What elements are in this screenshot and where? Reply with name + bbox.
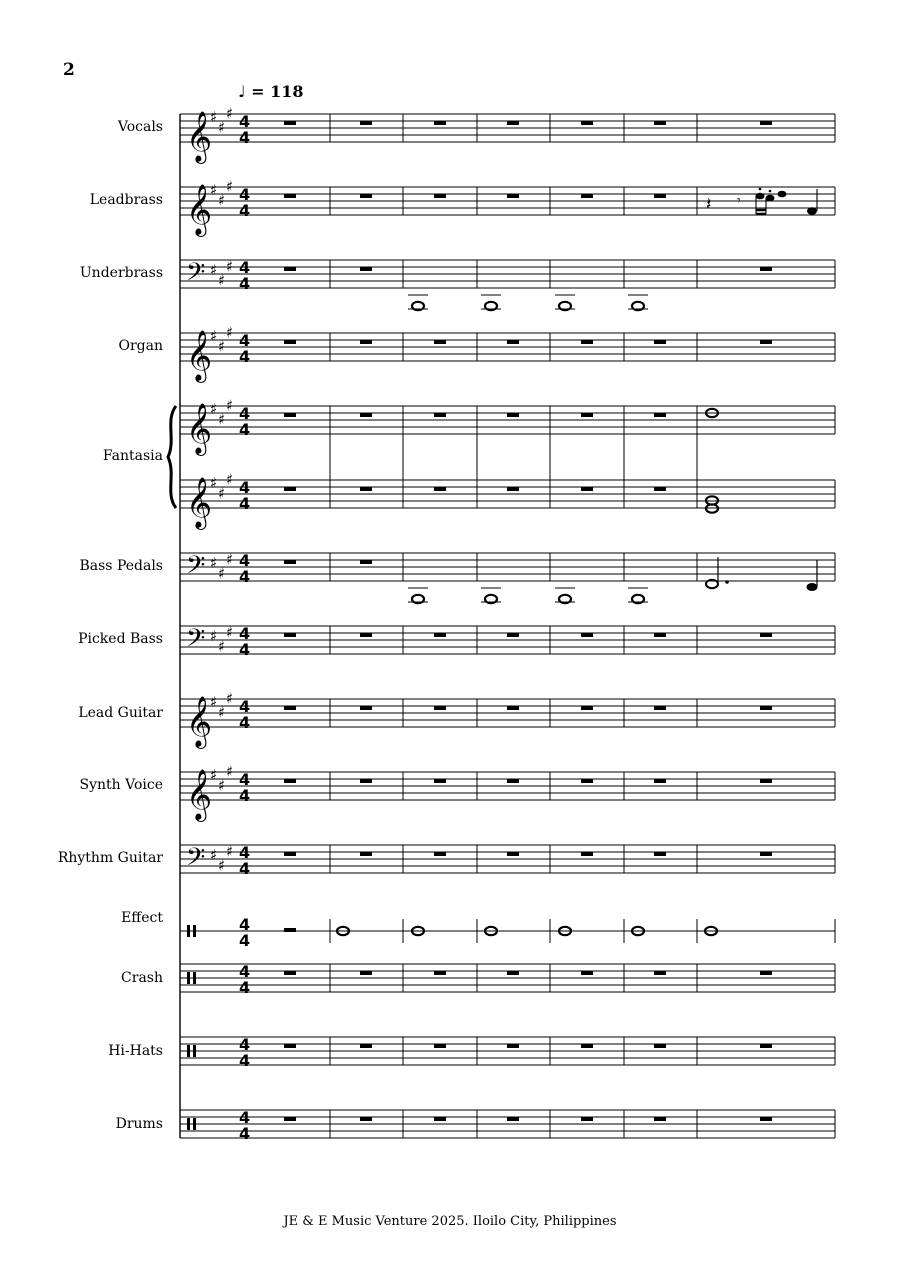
sharp-accidental-icon: ♯ xyxy=(218,118,226,137)
treble-clef-icon: 𝄞 xyxy=(186,184,213,235)
treble-clef-icon: 𝄞 xyxy=(186,111,213,162)
whole-rest-icon xyxy=(760,340,772,344)
whole-rest-icon xyxy=(284,779,296,783)
whole-rest-icon xyxy=(507,194,519,198)
whole-rest-icon xyxy=(284,413,296,417)
whole-rest-icon xyxy=(360,1044,372,1048)
whole-rest-icon xyxy=(654,413,666,417)
time-signature-lower: 4 xyxy=(239,931,251,950)
sharp-accidental-icon: ♯ xyxy=(210,693,218,711)
whole-rest-icon xyxy=(360,633,372,637)
whole-rest-icon xyxy=(654,706,666,710)
sharp-accidental-icon: ♯ xyxy=(210,554,218,572)
instrument-label-underbrass: Underbrass xyxy=(79,265,163,281)
sharp-accidental-icon: ♯ xyxy=(218,637,226,656)
whole-rest-icon xyxy=(360,706,372,710)
treble-clef-icon: 𝄞 xyxy=(186,330,213,381)
instrument-label-crash: Crash xyxy=(121,970,163,986)
whole-rest-icon xyxy=(760,971,772,975)
whole-rest-icon xyxy=(507,971,519,975)
sharp-accidental-icon: ♯ xyxy=(218,564,226,583)
whole-rest-icon xyxy=(654,487,666,491)
quarter-rest-icon: 𝄽 xyxy=(706,194,712,215)
whole-rest-icon xyxy=(434,487,446,491)
time-signature-lower: 4 xyxy=(239,1124,251,1143)
whole-rest-icon xyxy=(507,1044,519,1048)
time-signature-upper: 4 xyxy=(239,962,251,981)
whole-rest-icon xyxy=(360,852,372,856)
whole-rest-icon xyxy=(434,633,446,637)
time-signature-lower: 4 xyxy=(239,978,251,997)
time-signature-upper: 4 xyxy=(239,478,251,497)
sharp-accidental-icon: ♯ xyxy=(210,474,218,492)
percussion-clef-icon xyxy=(187,1045,190,1057)
whole-rest-icon xyxy=(284,340,296,344)
bass-clef-icon: 𝄢 xyxy=(186,843,206,878)
sharp-accidental-icon: ♯ xyxy=(226,177,234,196)
staccato-dot xyxy=(769,190,772,193)
sharp-accidental-icon: ♯ xyxy=(218,703,226,722)
whole-rest-icon xyxy=(654,121,666,125)
sharp-accidental-icon: ♯ xyxy=(218,776,226,795)
eighth-rest-icon: 𝄾 xyxy=(737,193,741,209)
whole-rest-icon xyxy=(507,487,519,491)
whole-rest-icon xyxy=(760,121,772,125)
whole-rest-icon xyxy=(360,267,372,271)
bass-clef-icon: 𝄢 xyxy=(186,624,206,659)
whole-rest-icon xyxy=(654,971,666,975)
whole-rest-icon xyxy=(507,121,519,125)
whole-rest-icon xyxy=(360,413,372,417)
whole-rest-icon xyxy=(284,971,296,975)
whole-rest-icon xyxy=(654,1117,666,1121)
time-signature-lower: 4 xyxy=(239,128,251,147)
sharp-accidental-icon: ♯ xyxy=(218,856,226,875)
time-signature-upper: 4 xyxy=(239,624,251,643)
instrument-label-lead-guitar: Lead Guitar xyxy=(78,705,163,721)
whole-rest-icon xyxy=(507,340,519,344)
page-number: 2 xyxy=(63,60,75,80)
time-signature-upper: 4 xyxy=(239,770,251,789)
instrument-label-bass-pedals: Bass Pedals xyxy=(79,558,163,574)
instrument-label-rhythm-guitar: Rhythm Guitar xyxy=(57,850,163,866)
whole-rest-icon xyxy=(284,1044,296,1048)
sharp-accidental-icon: ♯ xyxy=(226,623,234,642)
whole-rest-icon xyxy=(360,971,372,975)
whole-rest-icon xyxy=(507,1117,519,1121)
whole-rest-icon xyxy=(284,560,296,564)
sharp-accidental-icon: ♯ xyxy=(226,550,234,569)
whole-rest-icon xyxy=(360,487,372,491)
whole-rest-icon xyxy=(654,852,666,856)
whole-rest-icon xyxy=(654,194,666,198)
time-signature-lower: 4 xyxy=(239,420,251,439)
time-signature-lower: 4 xyxy=(239,713,251,732)
whole-rest-icon xyxy=(360,1117,372,1121)
whole-rest-icon xyxy=(760,267,772,271)
whole-rest-icon xyxy=(581,413,593,417)
instrument-label-vocals: Vocals xyxy=(117,119,163,135)
whole-rest-icon xyxy=(284,928,296,932)
sharp-accidental-icon: ♯ xyxy=(210,627,218,645)
percussion-clef-icon xyxy=(193,1118,196,1130)
instrument-label-synth-voice: Synth Voice xyxy=(79,777,163,793)
time-signature-lower: 4 xyxy=(239,274,251,293)
time-signature-lower: 4 xyxy=(239,494,251,513)
whole-rest-icon xyxy=(434,852,446,856)
sharp-accidental-icon: ♯ xyxy=(210,400,218,418)
time-signature-lower: 4 xyxy=(239,786,251,805)
instrument-label-organ: Organ xyxy=(118,338,163,354)
whole-rest-icon xyxy=(434,706,446,710)
whole-rest-icon xyxy=(760,633,772,637)
whole-rest-icon xyxy=(581,340,593,344)
instrument-label-hi-hats: Hi-Hats xyxy=(108,1043,163,1059)
whole-rest-icon xyxy=(284,633,296,637)
time-signature-upper: 4 xyxy=(239,843,251,862)
whole-rest-icon xyxy=(434,121,446,125)
whole-rest-icon xyxy=(507,413,519,417)
whole-rest-icon xyxy=(507,779,519,783)
brace-icon xyxy=(168,406,176,508)
bass-clef-icon: 𝄢 xyxy=(186,258,206,293)
time-signature-upper: 4 xyxy=(239,697,251,716)
sharp-accidental-icon: ♯ xyxy=(226,842,234,861)
whole-rest-icon xyxy=(581,121,593,125)
whole-rest-icon xyxy=(360,194,372,198)
time-signature-upper: 4 xyxy=(239,404,251,423)
time-signature-lower: 4 xyxy=(239,201,251,220)
time-signature-upper: 4 xyxy=(239,551,251,570)
sharp-accidental-icon: ♯ xyxy=(226,762,234,781)
augmentation-dot xyxy=(725,580,729,584)
instrument-label-drums: Drums xyxy=(115,1116,163,1132)
time-signature-upper: 4 xyxy=(239,1035,251,1054)
quarter-note-icon xyxy=(807,207,817,215)
whole-rest-icon xyxy=(654,1044,666,1048)
sharp-accidental-icon: ♯ xyxy=(218,191,226,210)
sharp-accidental-icon: ♯ xyxy=(210,846,218,864)
whole-rest-icon xyxy=(284,487,296,491)
whole-rest-icon xyxy=(284,852,296,856)
treble-clef-icon: 𝄞 xyxy=(186,769,213,820)
time-signature-upper: 4 xyxy=(239,331,251,350)
sharp-accidental-icon: ♯ xyxy=(218,337,226,356)
whole-rest-icon xyxy=(581,1117,593,1121)
whole-rest-icon xyxy=(360,779,372,783)
whole-rest-icon xyxy=(434,971,446,975)
whole-rest-icon xyxy=(507,633,519,637)
percussion-clef-icon xyxy=(193,1045,196,1057)
sharp-accidental-icon: ♯ xyxy=(226,257,234,276)
time-signature-lower: 4 xyxy=(239,567,251,586)
percussion-clef-icon xyxy=(187,972,190,984)
percussion-clef-icon xyxy=(187,925,190,937)
whole-rest-icon xyxy=(760,852,772,856)
sixteenth-note-icon xyxy=(756,193,765,200)
whole-rest-icon xyxy=(760,779,772,783)
whole-rest-icon xyxy=(434,1044,446,1048)
time-signature-lower: 4 xyxy=(239,859,251,878)
time-signature-lower: 4 xyxy=(239,1051,251,1070)
eighth-note-icon xyxy=(778,191,787,198)
time-signature-upper: 4 xyxy=(239,185,251,204)
staccato-dot xyxy=(759,188,762,191)
whole-rest-icon xyxy=(360,340,372,344)
whole-rest-icon xyxy=(284,267,296,271)
sharp-accidental-icon: ♯ xyxy=(226,104,234,123)
sharp-accidental-icon: ♯ xyxy=(210,261,218,279)
whole-rest-icon xyxy=(581,487,593,491)
footer-copyright: JE & E Music Venture 2025. Iloilo City, Philippines xyxy=(283,1214,617,1229)
sharp-accidental-icon: ♯ xyxy=(218,410,226,429)
treble-clef-icon: 𝄞 xyxy=(186,403,213,454)
whole-rest-icon xyxy=(284,121,296,125)
instrument-label-picked-bass: Picked Bass xyxy=(78,631,163,647)
percussion-clef-icon xyxy=(187,1118,190,1130)
sharp-accidental-icon: ♯ xyxy=(226,323,234,342)
instrument-label-fantasia: Fantasia xyxy=(102,448,163,464)
whole-rest-icon xyxy=(434,340,446,344)
sixteenth-note-icon xyxy=(766,195,775,202)
time-signature-lower: 4 xyxy=(239,347,251,366)
instrument-label-leadbrass: Leadbrass xyxy=(89,192,163,208)
sharp-accidental-icon: ♯ xyxy=(226,689,234,708)
percussion-clef-icon xyxy=(193,925,196,937)
sharp-accidental-icon: ♯ xyxy=(210,181,218,199)
treble-clef-icon: 𝄞 xyxy=(186,696,213,747)
sharp-accidental-icon: ♯ xyxy=(210,108,218,126)
instrument-label-effect: Effect xyxy=(121,910,163,926)
whole-rest-icon xyxy=(434,413,446,417)
sharp-accidental-icon: ♯ xyxy=(218,271,226,290)
whole-rest-icon xyxy=(360,121,372,125)
whole-rest-icon xyxy=(434,194,446,198)
time-signature-upper: 4 xyxy=(239,112,251,131)
whole-rest-icon xyxy=(581,1044,593,1048)
sharp-accidental-icon: ♯ xyxy=(226,470,234,489)
whole-rest-icon xyxy=(760,1044,772,1048)
quarter-note-icon: ♩ xyxy=(238,82,246,101)
whole-rest-icon xyxy=(284,1117,296,1121)
quarter-note-icon xyxy=(807,583,818,591)
whole-rest-icon xyxy=(654,779,666,783)
whole-rest-icon xyxy=(654,340,666,344)
whole-rest-icon xyxy=(760,1117,772,1121)
whole-rest-icon xyxy=(581,633,593,637)
treble-clef-icon: 𝄞 xyxy=(186,477,213,528)
whole-rest-icon xyxy=(581,971,593,975)
whole-rest-icon xyxy=(360,560,372,564)
whole-rest-icon xyxy=(581,194,593,198)
time-signature-upper: 4 xyxy=(239,1108,251,1127)
whole-rest-icon xyxy=(581,852,593,856)
time-signature-lower: 4 xyxy=(239,640,251,659)
percussion-clef-icon xyxy=(193,972,196,984)
sharp-accidental-icon: ♯ xyxy=(226,396,234,415)
whole-rest-icon xyxy=(507,852,519,856)
whole-rest-icon xyxy=(760,706,772,710)
sharp-accidental-icon: ♯ xyxy=(210,327,218,345)
whole-rest-icon xyxy=(581,779,593,783)
sharp-accidental-icon: ♯ xyxy=(218,484,226,503)
whole-rest-icon xyxy=(284,706,296,710)
time-signature-upper: 4 xyxy=(239,258,251,277)
tempo-value: = 118 xyxy=(251,82,304,101)
whole-rest-icon xyxy=(507,706,519,710)
time-signature-upper: 4 xyxy=(239,915,251,934)
whole-rest-icon xyxy=(284,194,296,198)
sharp-accidental-icon: ♯ xyxy=(210,766,218,784)
whole-rest-icon xyxy=(434,779,446,783)
whole-rest-icon xyxy=(581,706,593,710)
whole-rest-icon xyxy=(654,633,666,637)
bass-clef-icon: 𝄢 xyxy=(186,551,206,586)
whole-rest-icon xyxy=(434,1117,446,1121)
